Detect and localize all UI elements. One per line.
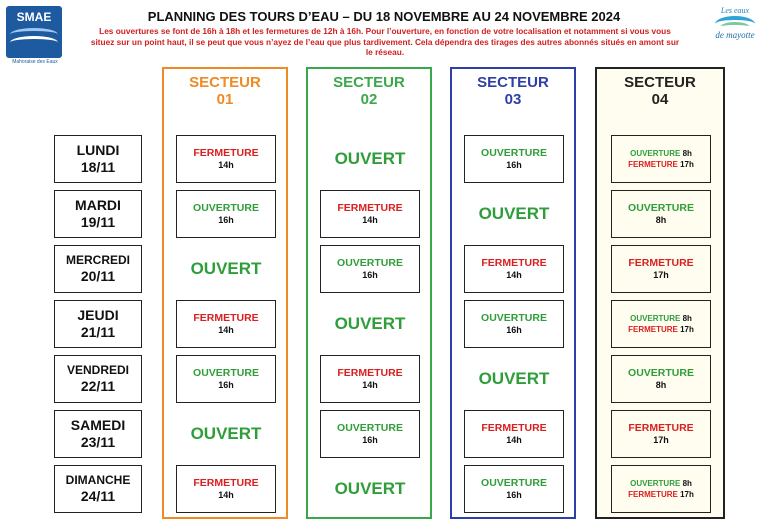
day-name: MARDI	[75, 197, 121, 213]
day-label-mercredi	[54, 245, 142, 293]
schedule-cell-open: OUVERT	[334, 314, 406, 333]
cell-time: 14h	[506, 270, 522, 280]
cell-status: OUVERTURE	[481, 312, 547, 324]
cell-status: FERMETURE	[481, 257, 547, 269]
day-label-vendredi	[54, 355, 142, 403]
cell-status: FERMETURE	[337, 202, 403, 214]
schedule-cell-opening	[611, 355, 711, 403]
day-label-lundi	[54, 135, 142, 183]
day-date: 22/11	[80, 378, 116, 394]
schedule-cell-open: OUVERT	[478, 369, 550, 388]
day-label-dimanche	[54, 465, 142, 513]
sector-label: SECTEUR	[189, 74, 261, 91]
schedule-cell-open: OUVERT	[334, 479, 406, 498]
close-line	[612, 324, 710, 335]
schedule-cell-opening	[464, 300, 564, 348]
schedule-cell-open: OUVERT	[334, 149, 406, 168]
cell-time: 8h	[655, 215, 667, 225]
day-date: 21/11	[80, 324, 116, 340]
schedule-cell-open-close	[611, 300, 711, 348]
cell-status: OUVERTURE	[337, 257, 403, 269]
cell-status: FERMETURE	[193, 312, 259, 324]
schedule-cell-opening	[320, 245, 420, 293]
smae-logo-subtext: Mahoraise des Eaux	[12, 59, 58, 65]
sector-label: SECTEUR	[477, 74, 549, 91]
cell-time: 14h	[506, 435, 522, 445]
close-label: FERMETURE	[628, 490, 678, 499]
sector-header	[597, 74, 723, 108]
schedule-cell-closure	[176, 465, 276, 513]
open-line	[612, 148, 710, 159]
open-line	[612, 478, 710, 489]
close-line	[612, 489, 710, 500]
day-label-jeudi	[54, 300, 142, 348]
sector-label: SECTEUR	[333, 74, 405, 91]
sector-number: 04	[651, 91, 669, 108]
cell-status: OUVERTURE	[628, 367, 694, 379]
cell-time: 8h	[655, 380, 667, 390]
cell-time: 16h	[362, 270, 378, 280]
sector-header	[308, 74, 430, 108]
cell-status: OUVERTURE	[193, 202, 259, 214]
schedule-cell-closure	[611, 245, 711, 293]
cell-time: 16h	[362, 435, 378, 445]
day-label-mardi	[54, 190, 142, 238]
sector-header	[164, 74, 286, 108]
open-time: 8h	[682, 149, 692, 158]
cell-time: 14h	[362, 215, 378, 225]
close-label: FERMETURE	[628, 325, 678, 334]
cell-status: OUVERTURE	[337, 422, 403, 434]
cell-status: OUVERTURE	[481, 477, 547, 489]
schedule-cell-open: OUVERT	[190, 259, 262, 278]
cell-time: 14h	[362, 380, 378, 390]
schedule-cell-open-close	[611, 465, 711, 513]
logo-right-top-text: Les eaux	[720, 6, 750, 15]
smae-logo-text: SMAE	[16, 10, 52, 24]
day-name: LUNDI	[76, 142, 120, 158]
open-time: 8h	[682, 479, 692, 488]
open-label: OUVERTURE	[630, 149, 681, 158]
schedule-cell-opening	[320, 410, 420, 458]
page-title: PLANNING DES TOURS D’EAU – DU 18 NOVEMBRE AU 24 NOVEMBRE 2024	[147, 9, 621, 24]
sector-number: 03	[504, 91, 522, 108]
close-time: 17h	[680, 490, 694, 499]
schedule-cell-open: OUVERT	[478, 204, 550, 223]
open-label: OUVERTURE	[630, 314, 681, 323]
schedule-cell-closure	[176, 300, 276, 348]
day-name: SAMEDI	[70, 417, 126, 433]
cell-status: FERMETURE	[193, 147, 259, 159]
schedule-cell-closure	[464, 410, 564, 458]
cell-time: 16h	[506, 490, 522, 500]
day-name: MERCREDI	[65, 253, 130, 267]
cell-status: FERMETURE	[337, 367, 403, 379]
cell-time: 16h	[218, 380, 234, 390]
day-name: VENDREDI	[66, 363, 129, 377]
sector-number: 01	[216, 91, 234, 108]
day-date: 20/11	[80, 268, 116, 284]
day-name: JEUDI	[77, 307, 119, 323]
cell-time: 17h	[653, 270, 669, 280]
open-time: 8h	[682, 314, 692, 323]
day-date: 18/11	[80, 159, 116, 175]
page-subtitle: Les ouvertures se font de 16h à 18h et les fermetures de 12h à 16h. Pour l’ouverture, en fonction de votre localisation et notamment si vous vous situez sur un point haut, il se peut que vous n’ayez de l’eau que plus tardivement. Cela dépendra des tirages des autres abonnés situés en amont sur le réseau.	[90, 26, 680, 57]
schedule-cell-open: OUVERT	[190, 424, 262, 443]
cell-time: 16h	[506, 160, 522, 170]
schedule-cell-closure	[320, 355, 420, 403]
schedule-cell-closure	[464, 245, 564, 293]
cell-status: FERMETURE	[628, 257, 694, 269]
day-date: 24/11	[80, 488, 116, 504]
logo-right-bottom-text: de mayotte	[715, 30, 755, 40]
schedule-cell-closure	[320, 190, 420, 238]
cell-status: OUVERTURE	[628, 202, 694, 214]
cell-status: OUVERTURE	[481, 147, 547, 159]
schedule-cell-opening	[464, 465, 564, 513]
cell-status: FERMETURE	[481, 422, 547, 434]
schedule-cell-opening	[611, 190, 711, 238]
wave-icon-2	[10, 36, 58, 49]
open-label: OUVERTURE	[630, 479, 681, 488]
cell-time: 14h	[218, 160, 234, 170]
cell-status: FERMETURE	[628, 422, 694, 434]
day-label-samedi	[54, 410, 142, 458]
schedule-cell-opening	[176, 355, 276, 403]
cell-time: 16h	[506, 325, 522, 335]
schedule-cell-opening	[176, 190, 276, 238]
cell-time: 17h	[653, 435, 669, 445]
day-date: 19/11	[80, 214, 116, 230]
cell-time: 14h	[218, 490, 234, 500]
cell-time: 16h	[218, 215, 234, 225]
sector-label: SECTEUR	[624, 74, 696, 91]
day-name: DIMANCHE	[65, 473, 131, 487]
schedule-cell-opening	[464, 135, 564, 183]
close-time: 17h	[680, 325, 694, 334]
cell-status: FERMETURE	[193, 477, 259, 489]
schedule-cell-closure	[176, 135, 276, 183]
sector-number: 02	[360, 91, 378, 108]
close-time: 17h	[680, 160, 694, 169]
sector-header	[452, 74, 574, 108]
day-date: 23/11	[80, 434, 116, 450]
open-line	[612, 313, 710, 324]
schedule-cell-closure	[611, 410, 711, 458]
cell-time: 14h	[218, 325, 234, 335]
close-line	[612, 159, 710, 170]
schedule-cell-open-close	[611, 135, 711, 183]
cell-status: OUVERTURE	[193, 367, 259, 379]
close-label: FERMETURE	[628, 160, 678, 169]
